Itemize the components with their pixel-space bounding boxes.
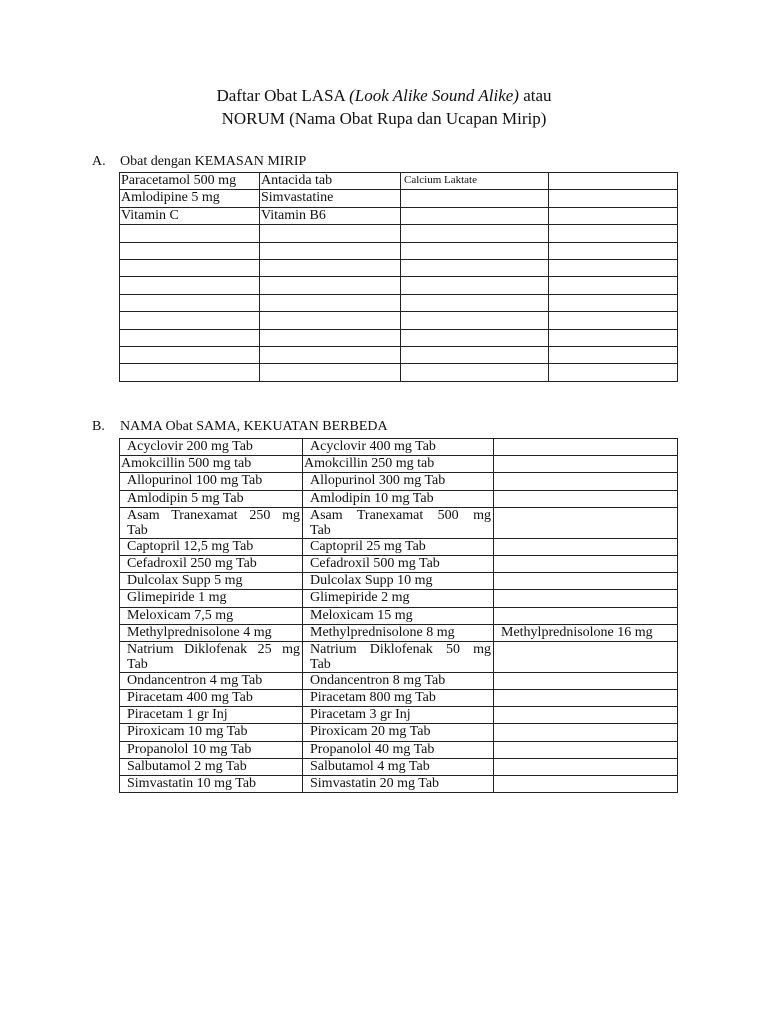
table-cell: [494, 707, 678, 724]
title-suffix: atau: [518, 86, 552, 105]
table-cell: [401, 190, 549, 207]
table-cell: [549, 312, 678, 329]
table-cell: Glimepiride 2 mg: [303, 590, 494, 607]
table-cell: Amlodipin 5 mg Tab: [120, 490, 303, 507]
table-cell: Piracetam 3 gr Inj: [303, 707, 494, 724]
table-cell: [549, 259, 678, 276]
table-cell: Antacida tab: [260, 173, 401, 190]
table-cell: [494, 641, 678, 672]
table-row: [120, 573, 678, 590]
table-cell: [494, 690, 678, 707]
table-cell: Methylprednisolone 16 mg: [494, 624, 678, 641]
table-cell: [549, 190, 678, 207]
table-cell: [494, 590, 678, 607]
table-cell: [401, 225, 549, 242]
table-cell: [401, 242, 549, 259]
table-cell: [494, 741, 678, 758]
table-cell: [494, 724, 678, 741]
table-cell: [260, 364, 401, 381]
table-row: [120, 456, 678, 473]
table-cell: [303, 641, 494, 672]
cell-line-2: Tab: [127, 656, 148, 672]
table-cell: [260, 346, 401, 363]
table-cell: [120, 641, 303, 672]
table-cell: Piroxicam 10 mg Tab: [120, 724, 303, 741]
table-cell: [401, 346, 549, 363]
table-row: [120, 173, 678, 190]
table-cell: Captopril 25 mg Tab: [303, 538, 494, 555]
table-cell: Vitamin B6: [260, 207, 401, 224]
table-cell: [260, 294, 401, 311]
table-cell: [260, 329, 401, 346]
table-row: [120, 346, 678, 363]
table-row: [120, 672, 678, 689]
table-cell: Piroxicam 20 mg Tab: [303, 724, 494, 741]
table-cell: [549, 346, 678, 363]
table-row: [120, 624, 678, 641]
table-row: [120, 507, 678, 538]
table-cell: [549, 294, 678, 311]
table-row: [120, 312, 678, 329]
table-cell: Simvastatin 10 mg Tab: [120, 776, 303, 793]
table-cell: [549, 329, 678, 346]
table-cell: Piracetam 1 gr Inj: [120, 707, 303, 724]
table-cell: [494, 538, 678, 555]
table-cell: Cefadroxil 500 mg Tab: [303, 555, 494, 572]
table-cell: Amlodipin 10 mg Tab: [303, 490, 494, 507]
table-cell: [494, 607, 678, 624]
table-cell: Amlodipine 5 mg: [120, 190, 260, 207]
table-cell: [494, 573, 678, 590]
table-row: [120, 439, 678, 456]
section-a-title: Obat dengan KEMASAN MIRIP: [120, 154, 307, 169]
table-cell: Amokcillin 500 mg tab: [120, 456, 303, 473]
cell-line-1: Natrium Diklofenak 50 mg: [310, 641, 491, 657]
table-cell: [260, 242, 401, 259]
table-cell: Methylprednisolone 4 mg: [120, 624, 303, 641]
wrapped-cell-text: [310, 642, 491, 672]
table-cell: [120, 277, 260, 294]
table-cell: Methylprednisolone 8 mg: [303, 624, 494, 641]
table-cell: [401, 259, 549, 276]
table-cell: [120, 346, 260, 363]
table-cell: [401, 329, 549, 346]
table-row: [120, 707, 678, 724]
table-kekuatan-berbeda: [119, 438, 678, 793]
table-cell: [120, 312, 260, 329]
table-cell: Allopurinol 300 mg Tab: [303, 473, 494, 490]
table-cell: Piracetam 800 mg Tab: [303, 690, 494, 707]
title-line-2: NORUM (Nama Obat Rupa dan Ucapan Mirip): [221, 109, 547, 128]
table-row: [120, 242, 678, 259]
table-cell: Piracetam 400 mg Tab: [120, 690, 303, 707]
table-cell: [494, 776, 678, 793]
cell-line-1: Asam Tranexamat 250 mg: [127, 507, 300, 523]
table-row: [120, 277, 678, 294]
section-a-letter: A.: [92, 154, 106, 169]
table-cell: [401, 207, 549, 224]
table-cell: Salbutamol 4 mg Tab: [303, 758, 494, 775]
table-cell: [120, 242, 260, 259]
table-cell: Vitamin C: [120, 207, 260, 224]
table-row: [120, 555, 678, 572]
table-cell: [494, 672, 678, 689]
table-row: [120, 776, 678, 793]
table-cell: [120, 225, 260, 242]
table-cell: [260, 259, 401, 276]
table-row: [120, 225, 678, 242]
cell-line-2: Tab: [310, 522, 331, 538]
table-cell: Ondancentron 8 mg Tab: [303, 672, 494, 689]
table-cell: [120, 294, 260, 311]
section-b-letter: B.: [92, 419, 105, 434]
table-cell: Acyclovir 200 mg Tab: [120, 439, 303, 456]
cell-line-2: Tab: [127, 522, 148, 538]
table-row: [120, 329, 678, 346]
table-cell: [401, 312, 549, 329]
table-cell: Glimepiride 1 mg: [120, 590, 303, 607]
table-cell: [494, 473, 678, 490]
cell-line-1: Asam Tranexamat 500 mg: [310, 507, 491, 523]
table-cell: [120, 259, 260, 276]
section-b-title: NAMA Obat SAMA, KEKUATAN BERBEDA: [120, 419, 388, 434]
title-prefix: Daftar Obat LASA: [216, 86, 350, 105]
table-cell: [120, 329, 260, 346]
table-cell: [549, 225, 678, 242]
table-row: [120, 590, 678, 607]
table-cell: Simvastatine: [260, 190, 401, 207]
table-cell: [549, 364, 678, 381]
table-cell: [549, 242, 678, 259]
table-row: [120, 473, 678, 490]
table-row: [120, 207, 678, 224]
table-cell: Allopurinol 100 mg Tab: [120, 473, 303, 490]
table-cell: [494, 507, 678, 538]
table-cell: [494, 456, 678, 473]
table-cell: [303, 507, 494, 538]
table-cell: Cefadroxil 250 mg Tab: [120, 555, 303, 572]
table-row: [120, 190, 678, 207]
table-cell: Calcium Laktate: [401, 173, 549, 190]
table-cell: Dulcolax Supp 10 mg: [303, 573, 494, 590]
table-cell: Propanolol 10 mg Tab: [120, 741, 303, 758]
table-row: [120, 607, 678, 624]
table-row: [120, 690, 678, 707]
wrapped-cell-text: [310, 508, 491, 538]
table-cell: Captopril 12,5 mg Tab: [120, 538, 303, 555]
table-cell: Propanolol 40 mg Tab: [303, 741, 494, 758]
table-row: [120, 364, 678, 381]
wrapped-cell-text: [127, 508, 300, 538]
cell-line-2: Tab: [310, 656, 331, 672]
wrapped-cell-text: [127, 642, 300, 672]
table-row: [120, 490, 678, 507]
title-italic: (Look Alike Sound Alike): [349, 86, 519, 105]
table-cell: [401, 277, 549, 294]
table-cell: Amokcillin 250 mg tab: [303, 456, 494, 473]
table-cell: Meloxicam 15 mg: [303, 607, 494, 624]
table-cell: Dulcolax Supp 5 mg: [120, 573, 303, 590]
table-cell: [549, 207, 678, 224]
table-row: [120, 724, 678, 741]
table-row: [120, 758, 678, 775]
table-cell: [494, 758, 678, 775]
table-cell: [401, 364, 549, 381]
table-cell: Meloxicam 7,5 mg: [120, 607, 303, 624]
table-cell: Acyclovir 400 mg Tab: [303, 439, 494, 456]
table-cell: [260, 225, 401, 242]
table-row: [120, 538, 678, 555]
table-cell: [494, 555, 678, 572]
table-cell: [260, 312, 401, 329]
title-line-1: [0, 84, 768, 108]
table-cell: [120, 364, 260, 381]
table-cell: [494, 490, 678, 507]
table-cell: [549, 173, 678, 190]
table-cell: Salbutamol 2 mg Tab: [120, 758, 303, 775]
table-row: [120, 741, 678, 758]
table-cell: [549, 277, 678, 294]
table-cell: [120, 507, 303, 538]
section-b-heading: [92, 419, 388, 435]
table-cell: Paracetamol 500 mg: [120, 173, 260, 190]
table-row: [120, 641, 678, 672]
table-cell: Simvastatin 20 mg Tab: [303, 776, 494, 793]
table-cell: [494, 439, 678, 456]
table-cell: [260, 277, 401, 294]
table-row: [120, 294, 678, 311]
table-cell: [401, 294, 549, 311]
table-row: [120, 259, 678, 276]
cell-line-1: Natrium Diklofenak 25 mg: [127, 641, 300, 657]
section-a-heading: [92, 154, 306, 170]
table-cell: Ondancentron 4 mg Tab: [120, 672, 303, 689]
table-kemasan-mirip: [119, 172, 678, 382]
